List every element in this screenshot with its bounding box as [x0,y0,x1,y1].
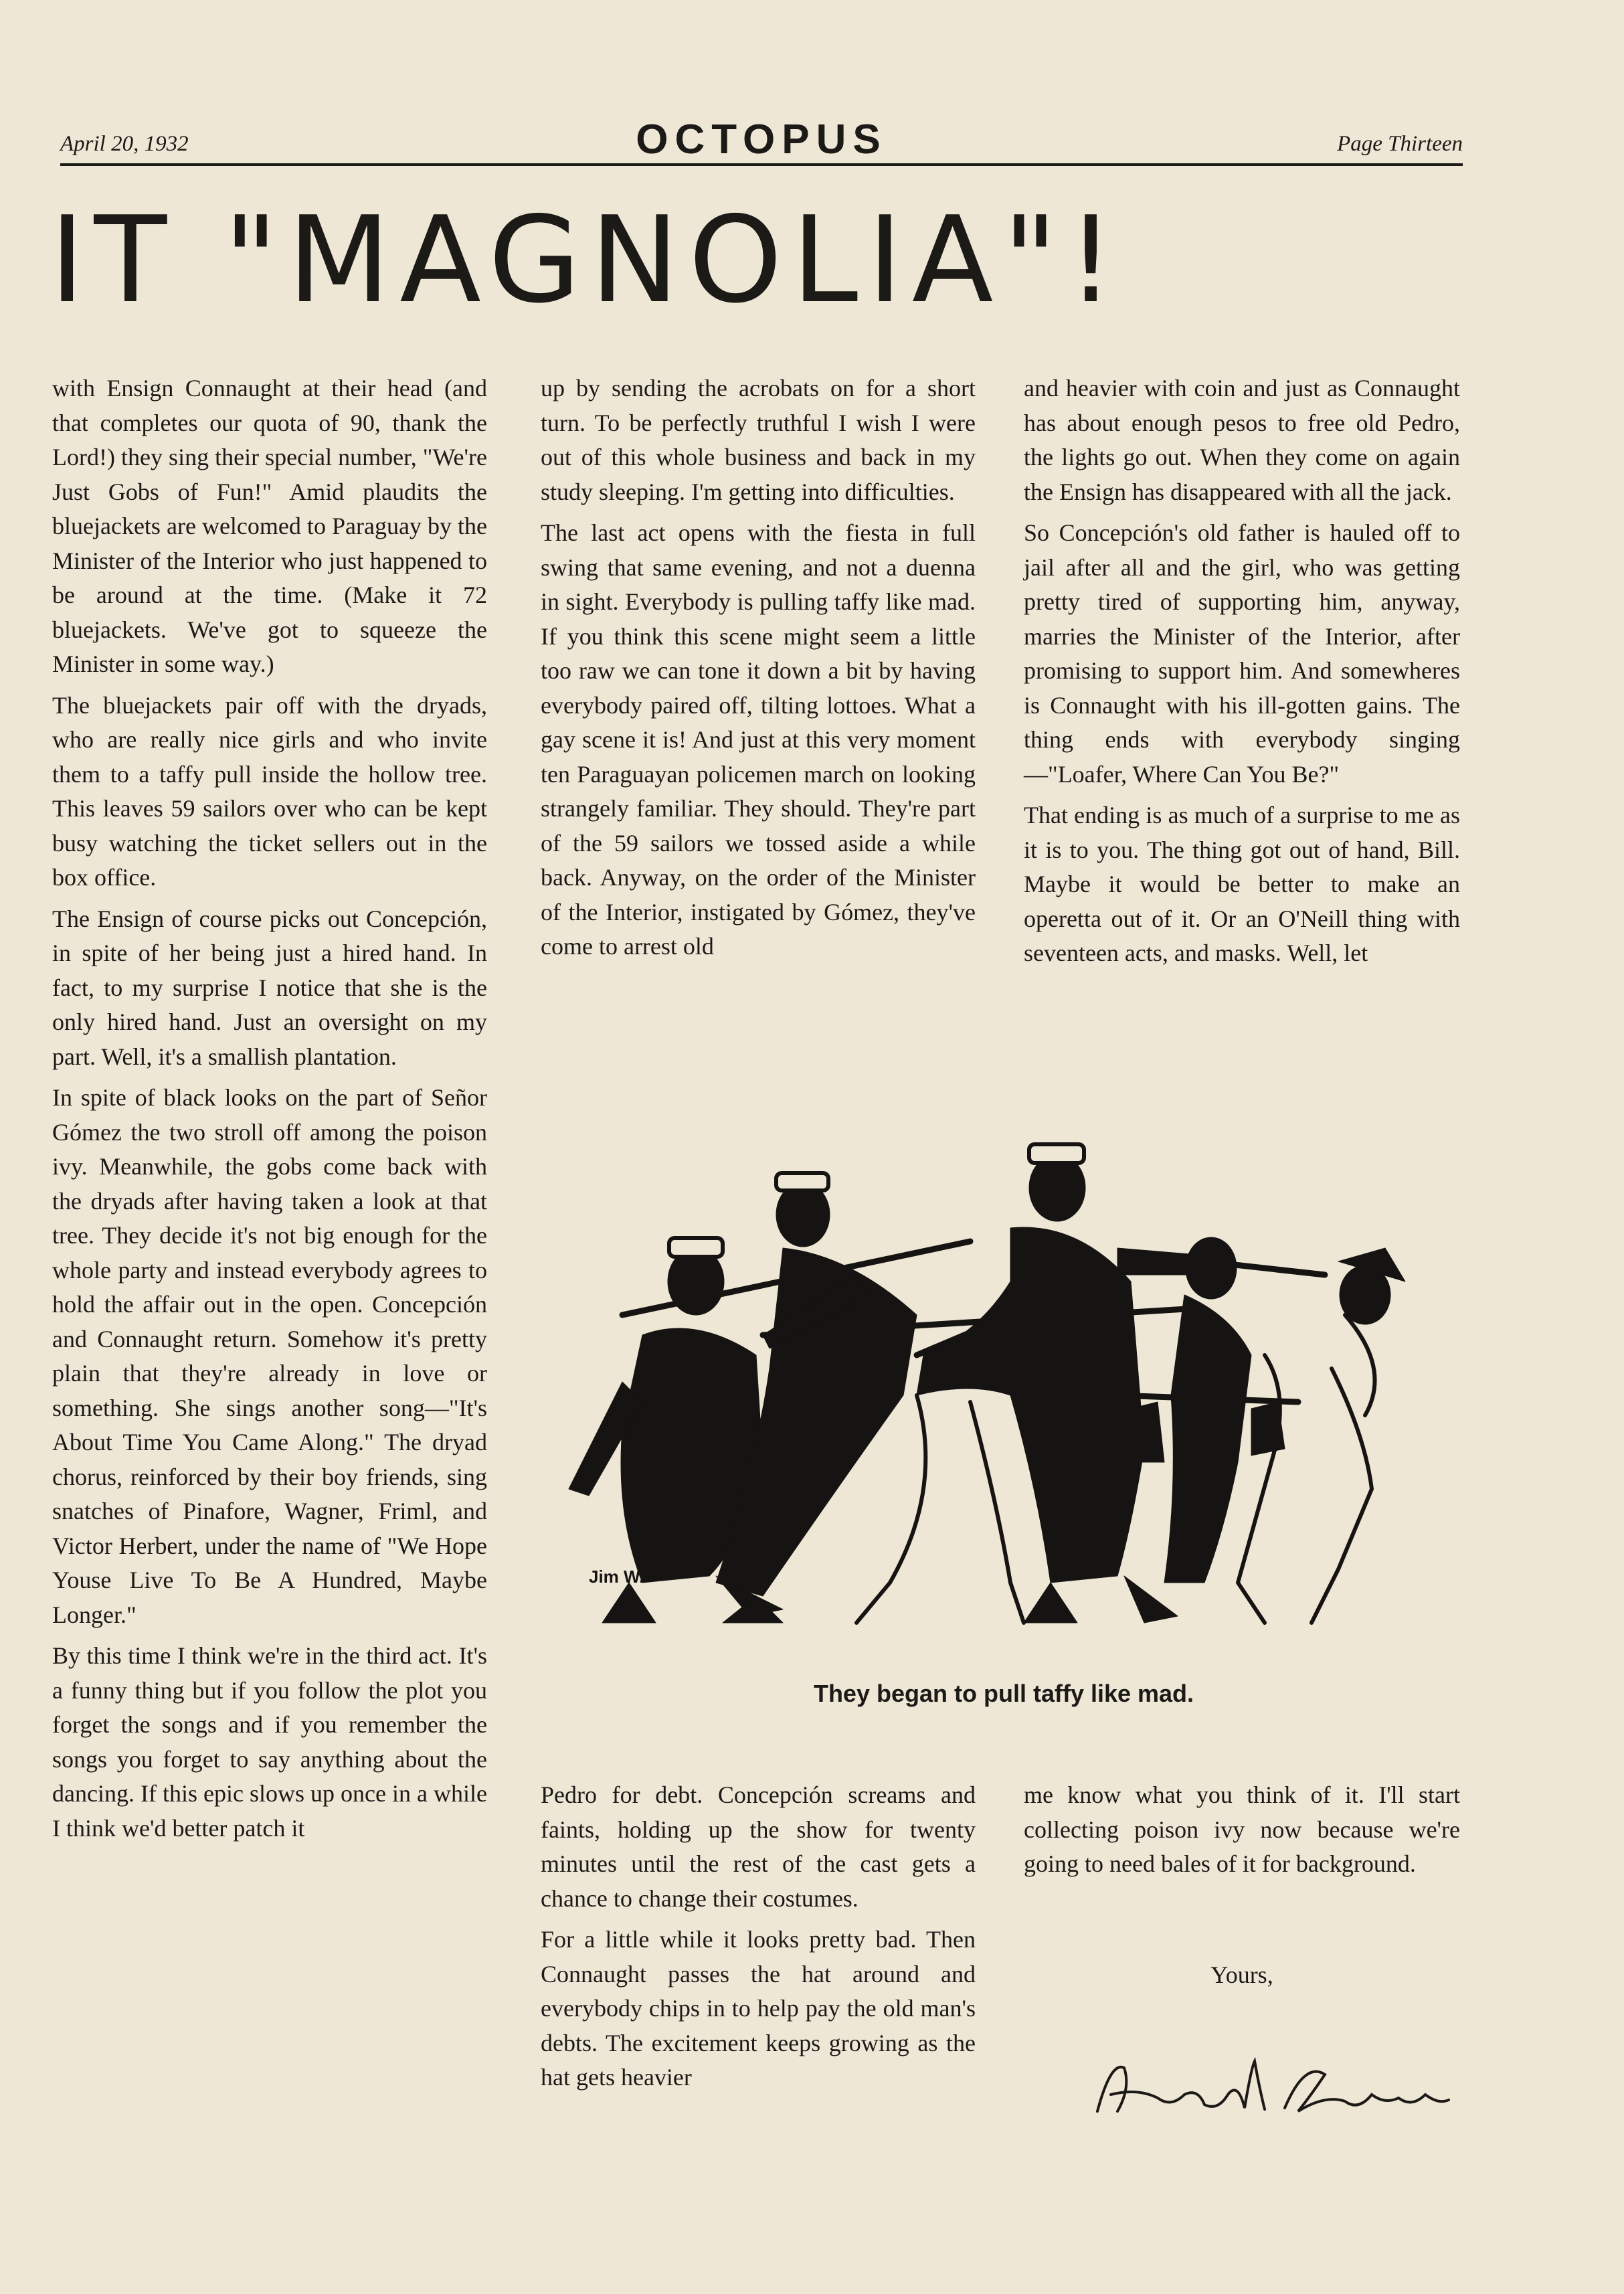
column-2-bottom [541,1778,976,2095]
closing-salutation: Yours, [1210,1961,1273,1988]
paragraph: and heavier with coin and just as Connaught has about enough pesos to free old Pedro, the lights go out. When they come on again the Ensign has disappeared with all the jack. [1024,375,1460,505]
paragraph: For a little while it looks pretty bad. Then Connaught passes the hat around and everybody chips in to help pay the old man's debts. The excitement keeps growing as the hat gets heavier [541,1926,976,2091]
masthead-title: OCTOPUS [636,116,887,163]
page-number: Page Thirteen [1337,132,1463,156]
paragraph: By this time I think we're in the third act. It's a funny thing but if you follow the plot you forget the songs and if you remember the songs you forget to say anything about the dancing. If this epic slows up once in a while I think we'd better patch it [52,1642,487,1842]
paragraph: That ending is as much of a surprise to me as it is to you. The thing got out of hand, Bill. Maybe it would be better to make an operetta out of it. Or an O'Neill thing with seventeen acts, and masks. Well, let [1024,802,1460,966]
taffy-pull-cartoon-icon [542,1114,1465,1643]
paragraph: with Ensign Connaught at their head (and that completes our quota of 90, thank the Lord!) they sing their special number, "We're Just Gobs of Fun!" Amid plaudits the bluejackets are welcomed to Paraguay by the Minister of the Interior who just happened to be around at the time. (Make it 72 bluejackets. We've got to squeeze the Minister in some way.) [52,375,487,677]
column-3-top [1024,371,1460,971]
page-header [60,112,1463,166]
paragraph: In spite of black looks on the part of Señor Gómez the two stroll off among the poison ivy. Meanwhile, the gobs come back with the dryads after having taken a look at that tree. They decide it's not big enough for the whole party and instead everybody agrees to hold the affair out in the open. Concepción and Connaught return. Somehow it's pretty plain that they're already in love or something. She sings another song—"It's About Time You Came Along." The dryad chorus, reinforced by their boy friends, sing snatches of Pinafore, Wagner, Friml, and Victor Herbert, under the name of "We Hope Youse Live To Be A Hundred, Maybe Longer." [52,1084,487,1628]
issue-date: April 20, 1932 [60,132,189,156]
artist-mark: Jim W. [589,1567,644,1587]
column-3-bottom [1024,1778,1460,1882]
paragraph: Pedro for debt. Concepción screams and faints, holding up the show for twenty minutes until the rest of the cast gets a chance to change their costumes. [541,1781,976,1912]
signature-icon [1084,2048,1459,2128]
column-1 [52,371,487,1846]
illustration-caption: They began to pull taffy like mad. [813,1680,1194,1707]
article-headline: IT "MAGNOLIA"! [50,191,1124,329]
paragraph: So Concepción's old father is hauled off to jail after all and the girl, who was getting pretty tired of supporting him, anyway, marries the Minister of the Interior, after promising to support him. And somewheres is Connaught with his ill-gotten gains. The thing ends with everybody singing—"Loafer, Where Can You Be?" [1024,519,1460,788]
paragraph: The Ensign of course picks out Concepción, in spite of her being just a hired hand. In fact, to my surprise I notice that she is the only hired hand. Just an oversight on my part. Well, it's a smallish plantation. [52,905,487,1070]
column-2-top [541,371,976,964]
paragraph: me know what you think of it. I'll start collecting poison ivy now because we're going to need bales of it for background. [1024,1781,1460,1877]
header-rule [60,163,1463,166]
paragraph: The bluejackets pair off with the dryads, who are really nice girls and who invite them to a taffy pull inside the hollow tree. This leaves 59 sailors over who can be kept busy watching the ticket sellers out in the box office. [52,691,487,891]
paragraph: The last act opens with the fiesta in full swing that same evening, and not a duenna in sight. Everybody is pulling taffy like mad. If you think this scene might seem a little too raw we can tone it down a bit by having everybody paired off, tilting lottoes. What a gay scene it is! And just at this very moment ten Paraguayan policemen march on looking strangely familiar. They should. They're part of the 59 sailors we tossed aside a while back. Anyway, on the order of the Minister of the Interior, instigated by Gómez, they've come to arrest old [541,519,976,960]
paragraph: up by sending the acrobats on for a short turn. To be perfectly truthful I wish I were out of this whole business and back in my study sleeping. I'm getting into difficulties. [541,375,976,505]
